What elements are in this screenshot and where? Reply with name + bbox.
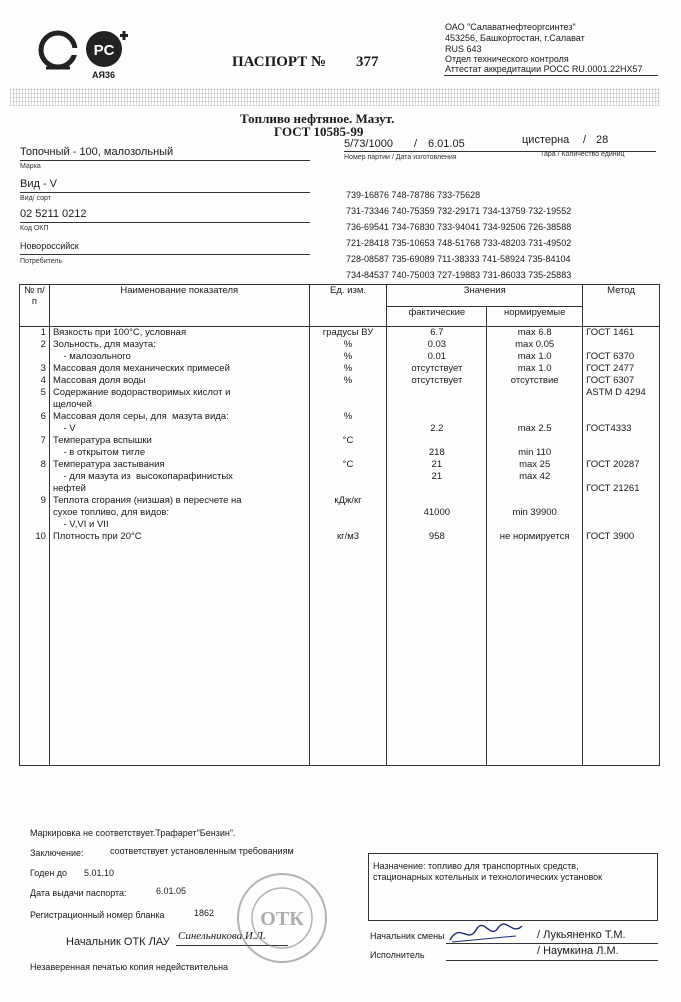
cell-norm — [487, 399, 583, 411]
cell-no — [20, 351, 50, 363]
cell-method — [583, 411, 660, 423]
cell-method: ГОСТ 2477 — [583, 363, 660, 375]
cell-unit: °C — [309, 459, 387, 471]
table-row — [20, 399, 660, 411]
cell-unit — [309, 519, 387, 531]
cell-norm: max 0.05 — [487, 339, 583, 351]
cell-name: Массовая доля серы, для мазута вида: — [49, 411, 309, 423]
issue-date: 6.01.05 — [156, 886, 187, 896]
cell-unit: °C — [309, 435, 387, 447]
table-row — [20, 483, 660, 495]
company-address: 453256, Башкортостан, г.Салават — [445, 33, 585, 43]
cell-name: Температура застывания — [49, 459, 309, 471]
cell-method: ГОСТ 21261 — [583, 483, 660, 495]
cell-name: Массовая доля механических примесей — [49, 363, 309, 375]
cell-unit — [309, 507, 387, 519]
passport-label: ПАСПОРТ № — [232, 54, 327, 70]
cell-name: сухое топливо, для видов: — [49, 507, 309, 519]
car-numbers-5: 728-08587 735-69089 711-38333 741-58924 735-84104 — [346, 254, 571, 264]
cell-method — [583, 507, 660, 519]
cell-no — [20, 507, 50, 519]
cell-fact: отсутствует — [387, 363, 487, 375]
passport-number: 377 — [356, 54, 379, 70]
batch-number: 5/73/1000 — [344, 138, 393, 150]
cell-name: - малозольного — [49, 351, 309, 363]
cell-fact: 218 — [387, 447, 487, 459]
car-numbers-6: 734-84537 740-75003 727-19883 731-86033 735-25883 — [346, 270, 572, 280]
cell-unit: % — [309, 339, 387, 351]
cell-norm — [487, 435, 583, 447]
header-unit: Ед. изм. — [309, 285, 387, 327]
cell-name: - V — [49, 423, 309, 435]
scan-noise — [10, 88, 660, 106]
table-row — [20, 495, 660, 507]
cell-method: ГОСТ 6370 — [583, 351, 660, 363]
okp-caption: Код ОКП — [20, 225, 49, 232]
cell-norm: max 42 — [487, 471, 583, 483]
purpose-line-1: Назначение: топливо для транспортных средств, — [373, 861, 579, 871]
stamp-text: ОТК — [260, 908, 304, 930]
cell-fact — [387, 411, 487, 423]
batch-date: 6.01.05 — [428, 138, 465, 150]
cell-fact — [387, 399, 487, 411]
company-dept: Отдел технического контроля — [445, 54, 569, 64]
reg-label: Регистрационный номер бланка — [30, 910, 165, 920]
cell-fact — [387, 435, 487, 447]
kind-caption: Вид/ сорт — [20, 195, 51, 202]
cell-no: 10 — [20, 531, 50, 543]
cell-no — [20, 471, 50, 483]
table-row — [20, 459, 660, 471]
cell-name: щелочей — [49, 399, 309, 411]
shift-signature — [446, 918, 526, 953]
cell-name: - для мазута из высокопарафинистых — [49, 471, 309, 483]
cell-fact: 958 — [387, 531, 487, 543]
cell-name: Температура вспышки — [49, 435, 309, 447]
issue-label: Дата выдачи паспорта: — [30, 888, 127, 898]
rst-logo — [84, 28, 130, 75]
cell-fact: 41000 — [387, 507, 487, 519]
cell-name: Теплота сгорания (низшая) в пересчете на — [49, 495, 309, 507]
cell-name: нефтей — [49, 483, 309, 495]
table-row — [20, 351, 660, 363]
table-row — [20, 507, 660, 519]
svg-text:PC: PC — [93, 42, 115, 59]
conclusion-label: Заключение: — [30, 848, 84, 858]
valid-label: Годен до — [30, 868, 68, 878]
otk-stamp — [232, 868, 332, 968]
cell-unit — [309, 423, 387, 435]
cell-norm: max 1.0 — [487, 363, 583, 375]
valid-date: 5.01.10 — [84, 868, 115, 878]
cell-no — [20, 399, 50, 411]
cell-method — [583, 339, 660, 351]
cell-method — [583, 519, 660, 531]
shift-name: / Лукьяненко Т.М. — [537, 929, 626, 941]
cell-no: 3 — [20, 363, 50, 375]
chief-otk-label: Начальник ОТК ЛАУ — [66, 936, 170, 948]
table-row — [20, 387, 660, 399]
header-fact: фактические — [387, 307, 487, 327]
marking-note: Маркировка не соответствует.Трафарет"Бензин". — [30, 828, 236, 838]
cell-no — [20, 423, 50, 435]
table-row — [20, 339, 660, 351]
cell-fact: 0.03 — [387, 339, 487, 351]
cell-norm — [487, 387, 583, 399]
cell-method — [583, 495, 660, 507]
company-accreditation: Аттестат аккредитации РОСС RU.0001.22НХ57 — [445, 64, 643, 74]
cell-norm: max 2.5 — [487, 423, 583, 435]
copy-note: Незаверенная печатью копия недействительна — [30, 962, 229, 972]
product-name: Топочный - 100, малозольный — [20, 146, 174, 158]
cell-unit — [309, 399, 387, 411]
cell-unit: % — [309, 411, 387, 423]
cell-no — [20, 519, 50, 531]
cell-name: Содержание водорастворимых кислот и — [49, 387, 309, 399]
cell-norm: min 110 — [487, 447, 583, 459]
exec-name: / Наумкина Л.М. — [537, 945, 619, 957]
tank-number: 28 — [596, 134, 609, 146]
cell-unit: % — [309, 363, 387, 375]
chief-otk-name: Синельникова И.Л. — [178, 930, 266, 942]
header-norm: нормируемые — [487, 307, 583, 327]
cell-fact: 21 — [387, 471, 487, 483]
cell-norm: max 6.8 — [487, 327, 583, 340]
company-name: ОАО "Салаватнефтеоргсинтез" — [445, 22, 576, 32]
header-no: № п/п — [20, 285, 50, 327]
cell-unit — [309, 387, 387, 399]
cell-norm: min 39900 — [487, 507, 583, 519]
tank-caption: Тара / Количество единиц — [540, 151, 625, 158]
reg-number: 1862 — [194, 908, 215, 918]
cell-method: ASTM D 4294 — [583, 387, 660, 399]
table-row — [20, 411, 660, 423]
quality-table — [19, 284, 660, 766]
car-numbers-2: 731-73346 740-75359 732-29171 734-13759 732-19552 — [346, 206, 572, 216]
table-row — [20, 363, 660, 375]
cell-norm — [487, 483, 583, 495]
cell-fact: 6.7 — [387, 327, 487, 340]
purpose-line-2: стационарных котельных и технологических установок — [373, 872, 603, 882]
header-method: Метод — [583, 285, 660, 327]
cell-unit — [309, 483, 387, 495]
cell-fact — [387, 495, 487, 507]
logo-code: АЯ36 — [92, 70, 115, 80]
cell-method: ГОСТ4333 — [583, 423, 660, 435]
cell-method: ГОСТ 1461 — [583, 327, 660, 340]
cell-norm: отсутствие — [487, 375, 583, 387]
table-row — [20, 375, 660, 387]
table-row — [20, 519, 660, 531]
cell-fact — [387, 483, 487, 495]
cell-unit: % — [309, 375, 387, 387]
cell-no: 2 — [20, 339, 50, 351]
cell-name: - V,VI и VII — [49, 519, 309, 531]
shift-label: Начальник смены — [370, 931, 445, 941]
cell-unit — [309, 471, 387, 483]
cell-name: Массовая доля воды — [49, 375, 309, 387]
cell-fact: отсутствует — [387, 375, 487, 387]
cell-no: 1 — [20, 327, 50, 340]
cell-no: 9 — [20, 495, 50, 507]
cell-name: Плотность при 20°С — [49, 531, 309, 543]
table-row — [20, 447, 660, 459]
car-numbers-4: 721-28418 735-10653 748-51768 733-48203 731-49502 — [346, 238, 572, 248]
cell-unit: градусы ВУ — [309, 327, 387, 340]
cell-method — [583, 399, 660, 411]
cell-no — [20, 447, 50, 459]
table-row — [20, 327, 660, 340]
cell-norm — [487, 411, 583, 423]
certification-logo-left — [38, 30, 78, 79]
header-values: Значения — [387, 285, 583, 307]
cell-method — [583, 435, 660, 447]
cell-unit: кг/м3 — [309, 531, 387, 543]
cell-no — [20, 483, 50, 495]
batch-caption: Номер партии / Дата изготовления — [344, 154, 457, 161]
conclusion-text: соответствует установленным требованиям — [110, 846, 294, 856]
doc-title-2: ГОСТ 10585-99 — [274, 124, 364, 139]
cell-method: ГОСТ 20287 — [583, 459, 660, 471]
table-row — [20, 471, 660, 483]
doc-title-1: Топливо нефтяное. Мазут. — [240, 111, 395, 126]
tank-label: цистерна — [522, 134, 570, 146]
company-rus: RUS 643 — [445, 44, 482, 54]
car-numbers-1: 739-16876 748-78786 733-75628 — [346, 190, 481, 200]
cell-no: 8 — [20, 459, 50, 471]
cell-fact — [387, 387, 487, 399]
table-body — [20, 327, 660, 766]
cell-norm: max 25 — [487, 459, 583, 471]
batch-sep: / — [414, 138, 418, 150]
cell-fact: 21 — [387, 459, 487, 471]
cell-unit: кДж/кг — [309, 495, 387, 507]
cell-fact: 2.2 — [387, 423, 487, 435]
table-row — [20, 423, 660, 435]
cell-no: 5 — [20, 387, 50, 399]
cell-method — [583, 471, 660, 483]
cell-norm — [487, 495, 583, 507]
cell-norm: max 1.0 — [487, 351, 583, 363]
cell-method: ГОСТ 3900 — [583, 531, 660, 543]
table-filler — [20, 543, 660, 766]
cell-fact: 0.01 — [387, 351, 487, 363]
cell-name: Зольность, для мазута: — [49, 339, 309, 351]
cell-name: - в открытом тигле — [49, 447, 309, 459]
cell-method: ГОСТ 6307 — [583, 375, 660, 387]
tank-sep: / — [583, 134, 587, 146]
cell-norm: не нормируется — [487, 531, 583, 543]
okp-code: 02 5211 0212 — [20, 208, 87, 220]
cell-unit: % — [309, 351, 387, 363]
table-row — [20, 435, 660, 447]
consumer-caption: Потребитель — [20, 258, 63, 265]
cell-no: 6 — [20, 411, 50, 423]
table-row — [20, 531, 660, 543]
header-name: Наименование показателя — [49, 285, 309, 327]
product-kind: Вид - V — [20, 178, 58, 190]
exec-label: Исполнитель — [370, 950, 425, 960]
cell-no: 4 — [20, 375, 50, 387]
cell-unit — [309, 447, 387, 459]
consumer: Новороссийск — [20, 241, 79, 251]
cell-name: Вязкость при 100°С, условная — [49, 327, 309, 340]
cell-norm — [487, 519, 583, 531]
cell-fact — [387, 519, 487, 531]
car-numbers-3: 736-69541 734-76830 733-94041 734-92506 726-38588 — [346, 222, 572, 232]
mark-caption: Марка — [20, 163, 41, 170]
cell-method — [583, 447, 660, 459]
cell-no: 7 — [20, 435, 50, 447]
